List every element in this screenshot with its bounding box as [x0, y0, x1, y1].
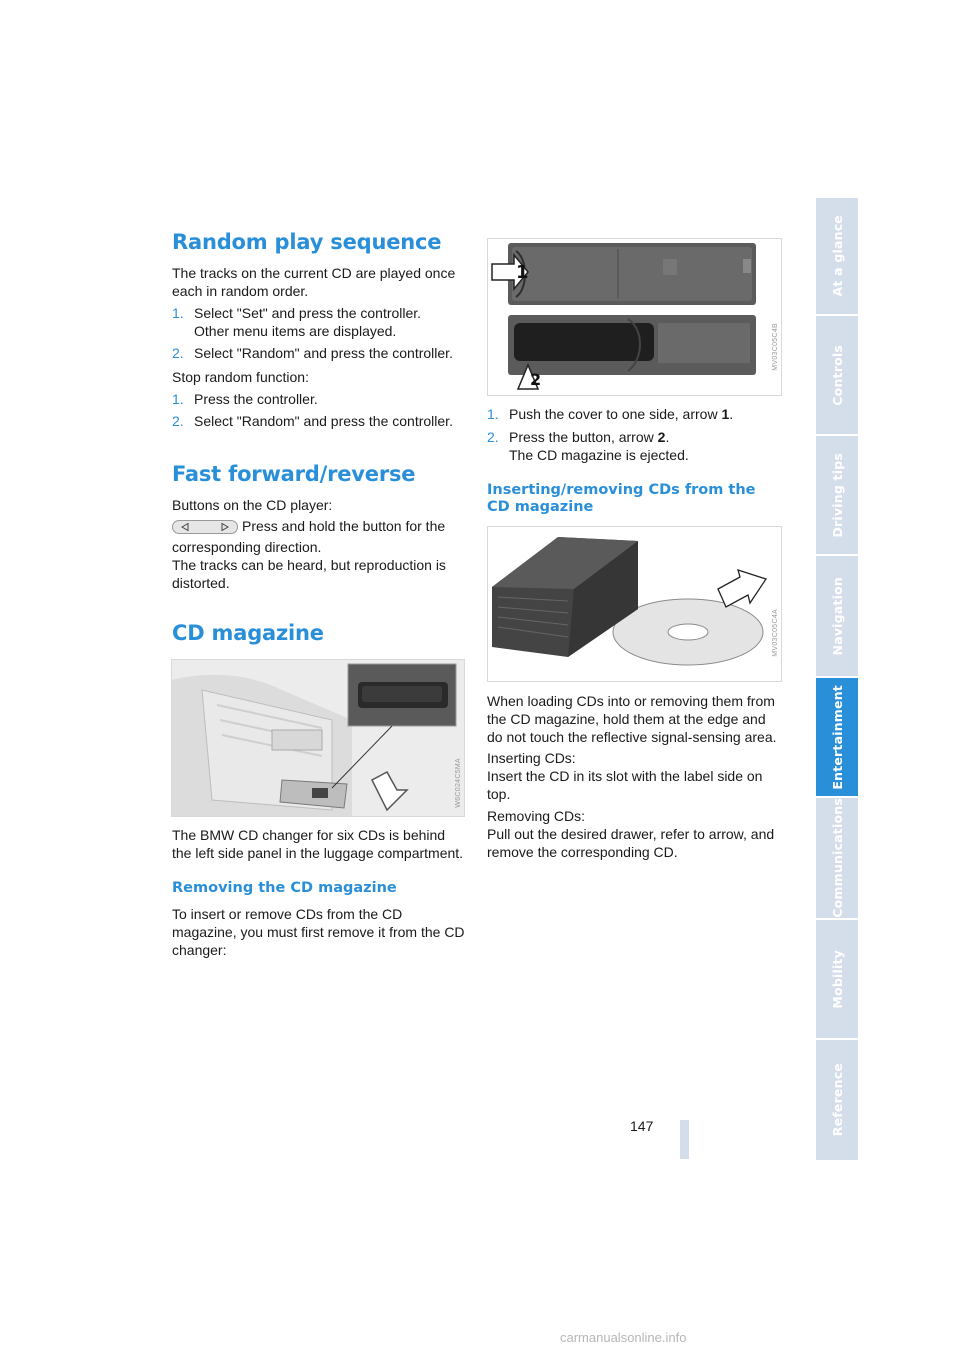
removing-text: Pull out the desired drawer, refer to arrow, and remove the corresponding CD.: [487, 826, 775, 860]
list-item: 2. Select "Random" and press the controller.: [172, 413, 453, 429]
list-item: 1. Push the cover to one side, arrow 1.: [487, 406, 734, 422]
list-item: 2. Press the button, arrow 2. The CD magazine is ejected.: [487, 429, 689, 463]
subsection-title-inserting: Inserting/removing CDs from the CD magazine: [487, 482, 756, 515]
section-title-random: Random play sequence: [172, 230, 442, 254]
random-intro: The tracks on the current CD are played once each in random order.: [172, 265, 456, 299]
list-item: 1. Press the controller.: [172, 391, 318, 407]
removing-intro: To insert or remove CDs from the CD magazine, you must first remove it from the CD changer:: [172, 906, 465, 958]
tab-communications[interactable]: Communications: [816, 798, 858, 918]
subsection-title-removing: Removing the CD magazine: [172, 880, 397, 896]
tab-controls[interactable]: Controls: [816, 316, 858, 434]
inserting-label: Inserting CDs:: [487, 750, 576, 766]
svg-text:1: 1: [516, 262, 529, 283]
removing-label: Removing CDs:: [487, 808, 586, 824]
svg-text:2: 2: [530, 370, 542, 389]
section-title-magazine: CD magazine: [172, 621, 324, 645]
seek-buttons-icon: [172, 520, 238, 538]
tab-entertainment[interactable]: Entertainment: [816, 678, 858, 796]
figure-code: MV03C05C4B: [772, 323, 779, 371]
inserting-text: Insert the CD in its slot with the label side on top.: [487, 768, 763, 802]
tab-driving-tips[interactable]: Driving tips: [816, 436, 858, 554]
page-number: 147: [630, 1118, 654, 1134]
footer-watermark: carmanualsonline.info: [560, 1330, 687, 1345]
stop-label: Stop random function:: [172, 369, 309, 385]
tab-at-a-glance[interactable]: At a glance: [816, 198, 858, 314]
ffrev-body: Press and hold the button for the corresponding direction. The tracks can be heard, but reproduction is distorted.: [172, 518, 446, 591]
inserting-body: When loading CDs into or removing them from the CD magazine, hold them at the edge and do not touch the reflective signal-sensing area.: [487, 693, 777, 745]
list-item: 2. Select "Random" and press the controller.: [172, 345, 453, 361]
luggage-compartment-figure: [171, 659, 465, 817]
magazine-body: The BMW CD changer for six CDs is behind the left side panel in the luggage compartment.: [172, 827, 464, 861]
section-title-ffrev: Fast forward/reverse: [172, 462, 416, 486]
tab-mobility[interactable]: Mobility: [816, 920, 858, 1038]
tab-reference[interactable]: Reference: [816, 1040, 858, 1160]
magazine-removal-figure: [487, 238, 782, 396]
tab-navigation[interactable]: Navigation: [816, 556, 858, 676]
cd-insert-figure: [487, 526, 782, 682]
figure-code: MV03C05C4A: [772, 609, 779, 657]
ffrev-intro: Buttons on the CD player:: [172, 497, 333, 513]
page-marker: [680, 1120, 689, 1159]
list-item: 1. Select "Set" and press the controller. Other menu items are displayed.: [172, 305, 422, 339]
figure-code: W6C024C5MA: [455, 758, 462, 808]
